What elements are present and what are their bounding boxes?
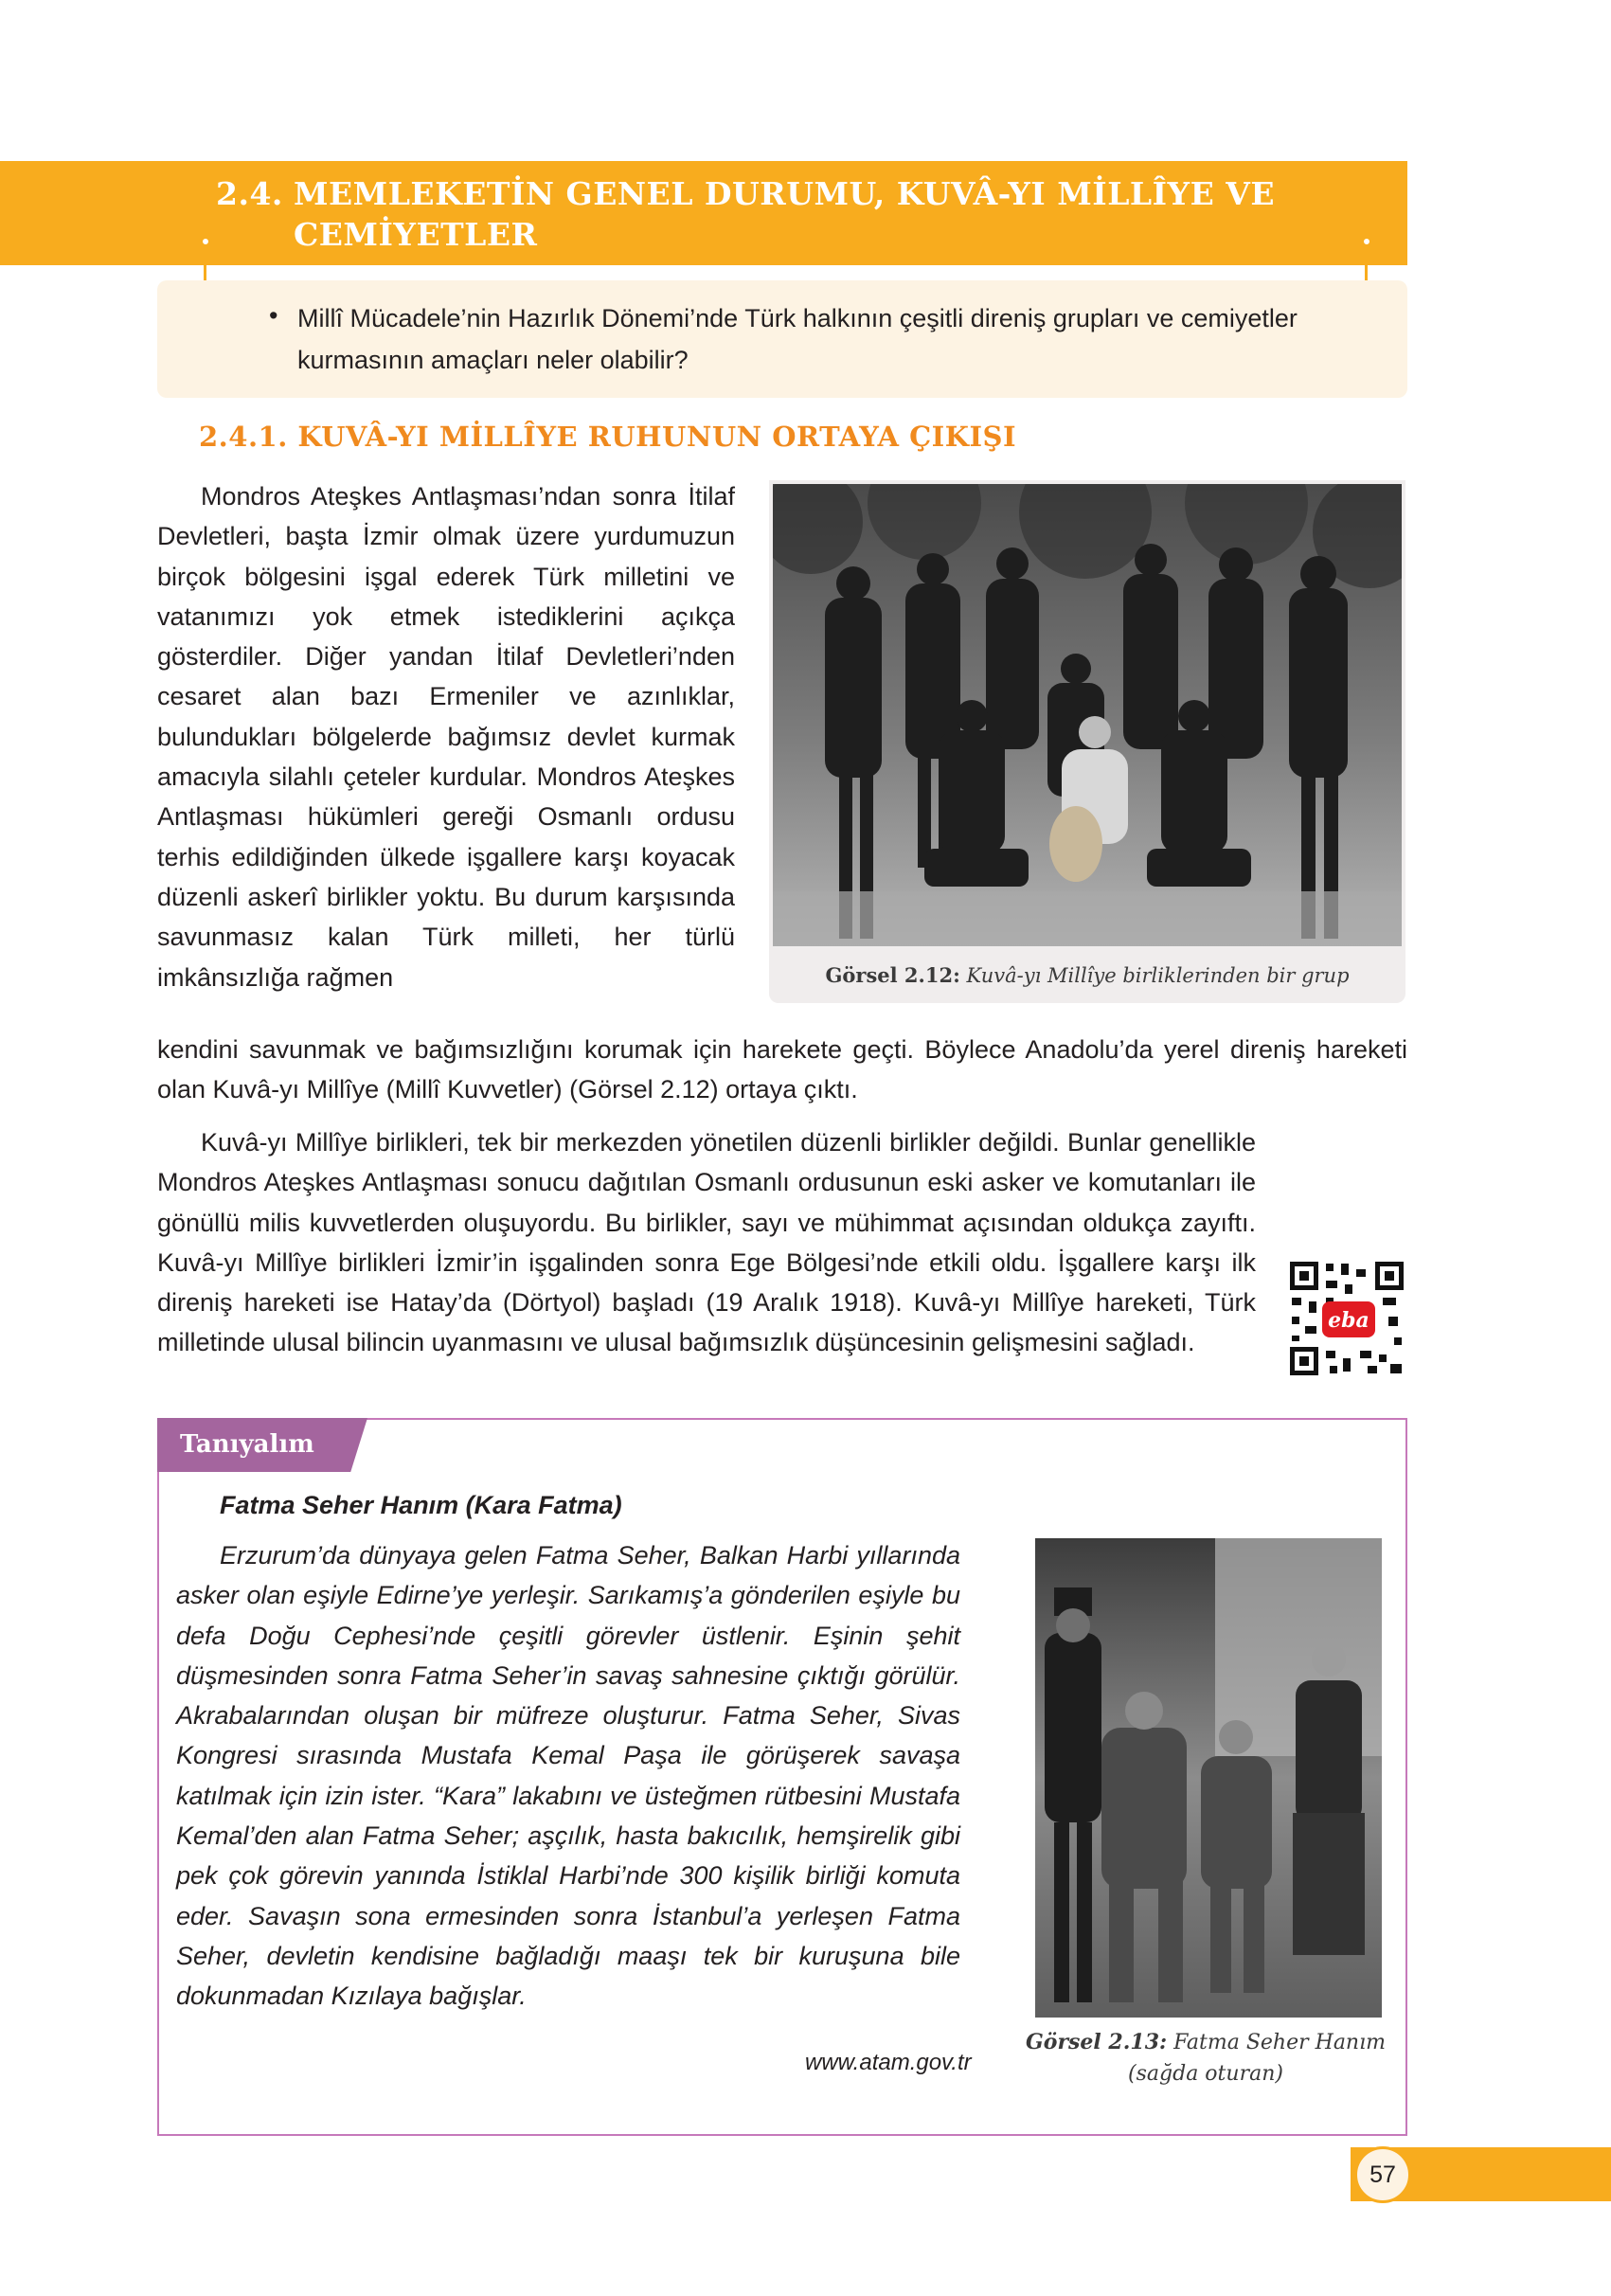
bullet-icon: • bbox=[269, 301, 278, 330]
qr-code-icon bbox=[1288, 1260, 1405, 1377]
section-title-text: MEMLEKETİN GENEL DURUMU, KUVÂ-YI MİLLÎYE VE CEMİYETLER bbox=[294, 175, 1275, 253]
paragraph-1: Mondros Ateşkes Antlaşması’ndan sonra İtilaf Devletleri, başta İzmir olmak üzere yurdumuzun birçok bölgesini işgal ederek Türk milletini ve vatanımızı yok etmek istediklerini açıkça gösterdiler. Diğer yandan İtilaf Devletleri’nden cesaret alan bazı Ermeniler ve azınlıklar, bulundukları bölgelerde bağımsız devlet kurmak amacıyla silahlı çeteler kurdular. Mondros Ateşkes Antlaşması hükümleri gereği Osmanlı ordusu terhis edildiğinden ülkede işgallere karşı koyacak düzenli askerî birlikler yoktu. Bu durum karşısında savunmasız kalan Türk milleti, her türlü imkânsızlığa rağmen bbox=[157, 482, 735, 992]
pin-icon-left bbox=[199, 235, 212, 248]
section-number: 2.4. bbox=[216, 175, 283, 212]
figure-2-12-caption bbox=[769, 963, 1405, 987]
kuvayi-milliye-group-photo bbox=[769, 480, 1405, 950]
figure-2-12-caption-text: Kuvâ-yı Millîye birliklerinden bir grup bbox=[966, 964, 1350, 987]
figure-2-13-label: Görsel 2.13: bbox=[1025, 2030, 1168, 2054]
figure-2-13-caption-line2: (sağda oturan) bbox=[1128, 2062, 1283, 2086]
eba-logo-text: eba bbox=[1328, 1308, 1369, 1333]
figure-2-12-label: Görsel 2.12: bbox=[825, 963, 960, 987]
paragraph-1-continued: kendini savunmak ve bağımsızlığını korumak için harekete geçti. Böylece Anadolu’da yerel direniş hareketi olan Kuvâ-yı Millîye (Millî Kuvvetler) (Görsel 2.12) ortaya çıktı. bbox=[157, 1035, 1407, 1104]
fatma-seher-photo bbox=[1035, 1538, 1382, 2018]
guiding-question-text: Millî Mücadele’nin Hazırlık Dönemi’nde Türk halkının çeşitli direniş grupları ve cemiyetler kurmasının amaçları neler olabilir? bbox=[297, 304, 1298, 374]
fatma-seher-title: Fatma Seher Hanım (Kara Fatma) bbox=[220, 1491, 622, 1519]
source-link: www.atam.gov.tr bbox=[805, 2050, 972, 2075]
intro-column bbox=[157, 476, 735, 997]
page-number: 57 bbox=[1354, 2146, 1411, 2203]
pin-icon-right bbox=[1360, 235, 1373, 248]
subsection-heading: 2.4.1. KUVÂ-YI MİLLÎYE RUHUNUN ORTAYA ÇIKIŞI bbox=[199, 421, 1017, 453]
fatma-seher-text-block bbox=[176, 1535, 960, 2017]
taniyalim-tab-label: Tanıyalım bbox=[180, 1430, 314, 1459]
figure-2-13-caption-line1: Fatma Seher Hanım bbox=[1173, 2031, 1386, 2054]
group-photo-illustration bbox=[773, 484, 1402, 946]
guiding-question-box bbox=[157, 280, 1407, 398]
fatma-seher-paragraph: Erzurum’da dünyaya gelen Fatma Seher, Balkan Harbi yıllarında asker olan eşiyle Edirne’ye yerleşir. Sarıkamış’a gönderilen eşiyle bu defa Doğu Cephesi’nde çeşitli görevler üstlenir. Eşinin şehit düşmesinden sonra Fatma Seher’in savaş sahnesine çıktığı görülür. Akrabalarından oluşan bir müfreze oluşturur. Fatma Seher, Sivas Kongresi sırasında Mustafa Kemal Paşa ile görüşerek savaşa katılmak için izin ister. “Kara” lakabını ve üsteğmen rütbesini Mustafa Kemal’den alan Fatma Seher; aşçılık, hasta bakıcılık, hemşirelik gibi pek çok görevin yanında İstiklal Harbi’nde 300 kişilik birliği komuta eder. Savaşın sona ermesinden sonra İstanbul’a yerleşen Fatma Seher, devletin kendisine bağladığı maaşı tek bir kuruşuna bile dokunmadan Kızılaya bağışlar. bbox=[176, 1541, 960, 2011]
figure-2-13-caption bbox=[1004, 2027, 1407, 2090]
eba-qr-code[interactable] bbox=[1288, 1260, 1405, 1377]
fatma-seher-photo-illustration bbox=[1035, 1538, 1382, 2018]
paragraph-2: Kuvâ-yı Millîye birlikleri, tek bir merkezden yönetilen düzenli birlikler değildi. Bunlar genellikle Mondros Ateşkes Antlaşması sonucu dağıtılan Osmanlı ordusunun eski asker ve komutanları ile gönüllü milis kuvvetlerden oluşuyordu. Bu birlikler, sayı ve mühimmat açısından oldukça zayıftı. Kuvâ-yı Millîye birlikleri İzmir’in işgalinden sonra Ege Bölgesi’nde etkili oldu. İşgallere karşı ilk direniş hareketi ise Hatay’da (Dörtyol) başladı (19 Aralık 1918). Kuvâ-yı Millîye hareketi, Türk milletinde ulusal bilincin uyanmasını ve ulusal bağımsızlık düşüncesinin gelişmesini sağladı. bbox=[157, 1128, 1256, 1357]
figure-2-12-caption-box bbox=[769, 950, 1405, 1003]
